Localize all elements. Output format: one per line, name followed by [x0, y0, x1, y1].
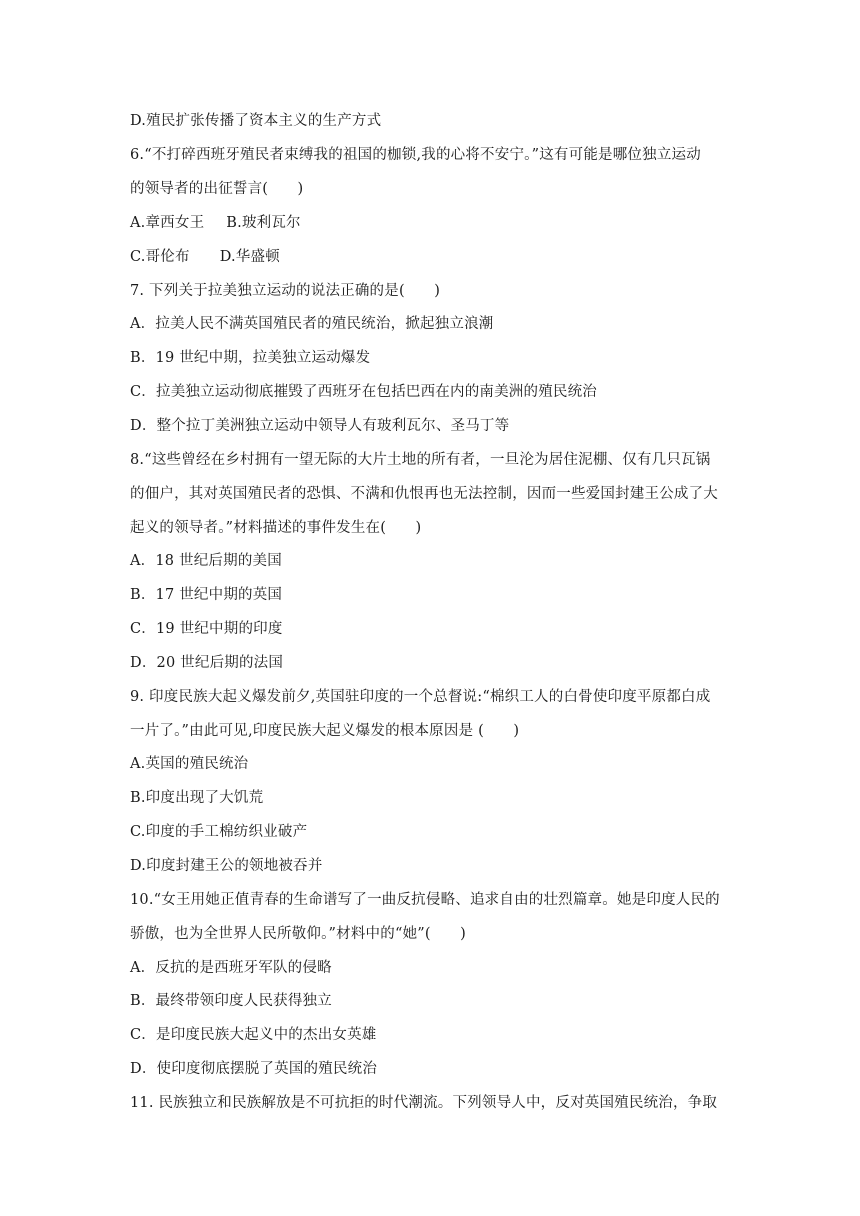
q10-option-b: B．最终带领印度人民获得独立 [130, 993, 332, 1009]
q8-stem-line1: 8.“这些曾经在乡村拥有一望无际的大片土地的所有者，一旦沦为居住泥棚、仅有几只瓦锅 [130, 452, 711, 468]
q8-option-b: B．17 世纪中期的英国 [130, 587, 283, 603]
q8-option-c: C．19 世纪中期的印度 [130, 621, 283, 637]
q6-option-a: A.章西女王 [130, 215, 205, 231]
q6-stem-line1: 6.“不打碎西班牙殖民者束缚我的祖国的枷锁,我的心将不安宁。”这有可能是哪位独立运动 [130, 147, 701, 163]
q7-option-c: C．拉美独立运动彻底摧毁了西班牙在包括巴西在内的南美洲的殖民统治 [130, 384, 597, 400]
q7-stem: 7. 下列关于拉美独立运动的说法正确的是( ) [130, 283, 441, 299]
q9-stem-line2: 一片了。”由此可见,印度民族大起义爆发的根本原因是 ( ) [130, 723, 520, 739]
q7-option-a: A．拉美人民不满英国殖民者的殖民统治，掀起独立浪潮 [130, 316, 494, 332]
q9-option-d: D.印度封建王公的领地被吞并 [130, 858, 323, 874]
q9-stem-line1: 9. 印度民族大起义爆发前夕,英国驻印度的一个总督说:“棉织工人的白骨使印度平原都白成 [130, 689, 711, 705]
q9-option-a: A.英国的殖民统治 [130, 756, 249, 772]
q6-option-b: B.玻利瓦尔 [226, 215, 301, 231]
q10-stem-line2: 骄傲，也为全世界人民所敬仰。”材料中的“她”( ) [130, 926, 467, 942]
q7-option-b: B．19 世纪中期，拉美独立运动爆发 [130, 350, 371, 366]
q9-option-b: B.印度出现了大饥荒 [130, 790, 264, 806]
q6-stem-line2: 的领导者的出征誓言( ) [130, 181, 304, 197]
q9-option-c: C.印度的手工棉纺织业破产 [130, 824, 308, 840]
q6-option-d: D.华盛顿 [219, 249, 280, 265]
q6-option-c: C.哥伦布 [130, 249, 190, 265]
q10-option-d: D．使印度彻底摆脱了英国的殖民统治 [130, 1061, 378, 1077]
q8-stem-line3: 起义的领导者。”材料描述的事件发生在( ) [130, 520, 422, 536]
q7-option-d: D．整个拉丁美洲独立运动中领导人有玻利瓦尔、圣马丁等 [130, 418, 510, 434]
q5-option-d: D.殖民扩张传播了资本主义的生产方式 [130, 113, 382, 129]
q10-option-c: C．是印度民族大起义中的杰出女英雄 [130, 1027, 377, 1043]
q11-stem-line1: 11. 民族独立和民族解放是不可抗拒的时代潮流。下列领导人中，反对英国殖民统治，争取 [130, 1095, 718, 1111]
q6-options-row1 [130, 213, 301, 233]
q6-options-row2 [130, 247, 280, 267]
q8-stem-line2: 的佃户，其对英国殖民者的恐惧、不满和仇恨再也无法控制，因而一些爱国封建王公成了大 [130, 486, 718, 502]
q8-option-d: D．20 世纪后期的法国 [130, 655, 284, 671]
q10-stem-line1: 10.“女王用她正值青春的生命谱写了一曲反抗侵略、追求自由的壮烈篇章。她是印度人民的 [130, 892, 720, 908]
q8-option-a: A．18 世纪后期的美国 [130, 553, 282, 569]
q10-option-a: A．反抗的是西班牙军队的侵略 [130, 960, 332, 976]
